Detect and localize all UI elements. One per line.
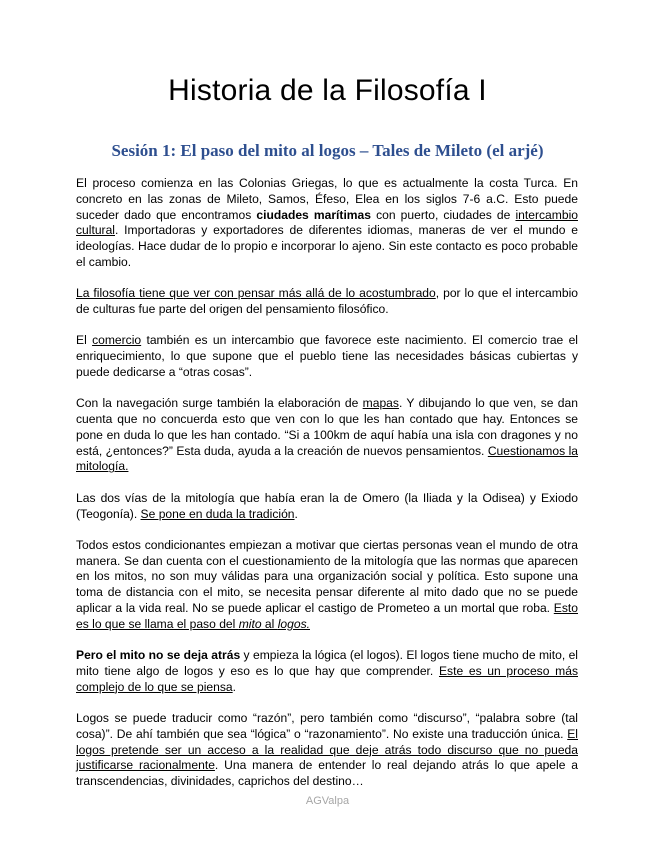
underline-proceso-complejo: Este es un proceso más complejo de lo que se piensa: [76, 663, 578, 694]
underline-cuestionamos: Cuestionamos la mitología.: [76, 443, 579, 474]
bold-ciudades-maritimas: ciudades marítimas: [256, 207, 372, 222]
footer-author: AGValpa: [305, 795, 350, 807]
paragraph-logos: Logos se puede traducir como “razón”, pero también como “discurso”, “palabra sobre (tal cosa)”. De ahí también que sea “lógica” o “razonamiento”. No existe una traducción única. El logos pretende ser un acceso a la realidad que deje atrás todo discurso que no pueda justificarse racionalmente. Una manera de entender lo real dejando atrás lo que apele a transcendencias, divinidades, caprichos del destino…: [76, 711, 578, 789]
paragraph-condicionantes: Todos estos condicionantes empiezan a motivar que ciertas personas vean el mundo de otra manera. Se dan cuenta con el cuestionamiento de la mitología que las normas que aparecen en los mitos, no son muy válidas para una organización social y política. Esto supone una toma de distancia con el mito, se necesita pensar diferente al mito dado que no se puede aplicar a la vida real. No se puede aplicar el castigo de Prometeo a un mortal que roba. Esto es lo que se llama el paso del mito al logos.: [76, 537, 578, 631]
underline-comercio: comercio: [92, 333, 142, 348]
paragraph-mitologia: Las dos vías de la mitología que había eran la de Omero (la Iliada y la Odisea) y Exiodo (Teogonía). Se pone en duda la tradición.: [76, 490, 578, 521]
paragraph-filosofia: La filosofía tiene que ver con pensar más allá de lo acostumbrado, por lo que el intercambio de culturas fue parte del origen del pensamiento filosófico.: [76, 286, 578, 317]
session-subtitle: Sesión 1: El paso del mito al logos – Tales de Mileto (el arjé): [111, 141, 544, 160]
bold-mito-no-se-deja: Pero el mito no se deja atrás: [76, 648, 241, 663]
underline-filosofia: La filosofía tiene que ver con pensar más allá de lo acostumbrado: [76, 286, 436, 301]
paragraph-colonias: El proceso comienza en las Colonias Griegas, lo que es actualmente la costa Turca. En concreto en las zonas de Mileto, Samos, Éfeso, Elea en los siglos 7-6 a.C. Esto puede suceder dado que encontramos ciudades marítimas con puerto, ciudades de intercambio cultural. Importadoras y exportadores de diferentes idiomas, maneras de ver el mundo e ideologías. Hace dudar de lo propio e incorporar lo ajeno. Sin este contacto es poco probable el cambio.: [76, 176, 578, 269]
underline-intercambio-cultural: intercambio cultural: [76, 207, 578, 238]
paragraph-navegacion: Con la navegación surge también la elaboración de mapas. Y dibujando lo que ven, se dan cuenta que no concuerda esto que ven con lo que les han contado que hay. Entonces se pone en duda lo que les han contado. “Si a 100km de aquí había una isla con dragones y no está, ¿entonces?” Esta duda, ayuda a la creación de nuevos pensamientos. Cuestionamos la mitología.: [76, 396, 579, 474]
document-body: [76, 176, 578, 806]
document-title: Historia de la Filosofía I: [168, 74, 487, 107]
underline-mapas: mapas: [362, 396, 399, 411]
paragraph-mito-no-se-deja: Pero el mito no se deja atrás y empieza la lógica (el logos). El logos tiene mucho de mito, el mito tiene algo de logos y eso es lo que hay que comprender. Este es un proceso más complejo de lo que se piensa.: [76, 648, 578, 694]
paragraph-comercio: El comercio también es un intercambio que favorece este nacimiento. El comercio trae el enriquecimiento, lo que supone que el pueblo tiene las necesidades básicas cubiertas y puede dedicarse a “otras cosas”.: [76, 333, 578, 379]
underline-tradicion: Se pone en duda la tradición: [140, 506, 295, 521]
underline-paso-mito-logos: Esto es lo que se llama el paso del mito al logos.: [76, 601, 578, 631]
underline-logos-pretende: El logos pretende ser un acceso a la realidad que deje atrás todo discurso que no pueda justificarse racionalmente: [76, 726, 578, 773]
